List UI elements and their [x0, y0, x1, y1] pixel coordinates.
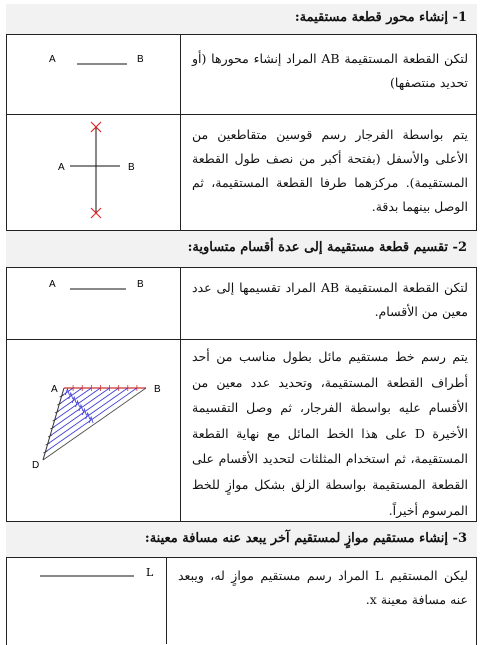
section-3-heading-row: [6, 522, 477, 558]
point-b-label: B: [137, 279, 144, 290]
line-l-label: L: [146, 566, 154, 579]
segment-ab-figure: [6, 35, 180, 115]
section-2-row-2-text: يتم رسم خط مستقيم مائل بطول مناسب من أحد أطراف القطعة المستقيمة، وتحديد عدد معين من الأقسام عليه بواسطة الفرجار، ثم وصل التقسيمة الأخيرة D على هذا الخط المائل مع نهاية القطعة المستقيمة، ثم استخدام المثلثات لتحديد الأقسام على القطعة المستقيمة بواسطة الزلق بشكل موازٍ للخط المرسوم أخيراً.: [192, 349, 468, 518]
parallel-division-line: [55, 388, 101, 420]
point-b-label: B: [137, 54, 144, 65]
point-a-label: A: [49, 279, 56, 290]
oblique-line: [43, 388, 64, 460]
line-l-figure: [6, 558, 166, 644]
point-a-label: A: [58, 162, 65, 173]
point-a-label: A: [49, 54, 56, 65]
perpendicular-bisector-figure: [6, 115, 180, 231]
section-3-row-1-text: ليكن المستقيم L المراد رسم مستقيم موازٍ له، ويبعد عنه مسافة معينة x.: [178, 568, 469, 607]
point-b-label: B: [128, 162, 135, 173]
section-2-row-1-text: لتكن القطعة المستقيمة AB المراد تقسيمها إلى عدد معين من الأقسام.: [192, 280, 468, 319]
column-divider: [166, 558, 167, 644]
section-2-heading: 2- تقسيم قطعة مستقيمة إلى عدة أقسام متساوية:: [187, 240, 467, 255]
point-b-label: B: [154, 384, 161, 395]
parallel-division-line: [52, 388, 109, 428]
parallel-division-line: [50, 388, 119, 436]
parallel-division-line: [48, 388, 128, 444]
segment-ab-figure: [6, 268, 180, 340]
section-1-heading: 1- إنشاء محور قطعة مستقيمة:: [294, 10, 467, 25]
section-1-row-2: [6, 115, 477, 231]
column-divider: [180, 35, 181, 115]
document-page: [6, 4, 477, 644]
parallel-division-line: [57, 388, 91, 412]
point-d-label: D: [32, 460, 40, 471]
section-1-row-2-text: يتم بواسطة الفرجار رسم قوسين متقاطعين من الأعلى والأسفل (بفتحة أكبر من نصف طول القطعة المستقيمة). مركزهما طرفا القطعة المستقيمة، ثم الوصل بينهما بدقة.: [192, 127, 468, 214]
segment-division-figure: [6, 340, 180, 522]
section-2-row-1: [6, 268, 477, 340]
section-2-row-2: [6, 340, 477, 522]
section-1-heading-row: [6, 4, 477, 35]
parallel-division-line: [45, 388, 137, 452]
section-3-heading: 3- إنشاء مستقيم موازٍ لمستقيم آخر يبعد عنه مسافة معينة:: [144, 531, 467, 546]
parallel-division-line: [59, 388, 82, 404]
column-divider: [180, 340, 181, 522]
column-divider: [180, 268, 181, 340]
section-1-row-1: [6, 35, 477, 115]
column-divider: [180, 115, 181, 231]
point-a-label: A: [51, 384, 58, 395]
section-2-heading-row: [6, 231, 477, 268]
section-3-row-1: [6, 558, 477, 644]
section-1-row-1-text: لتكن القطعة المستقيمة AB المراد إنشاء محورها (أو تحديد منتصفها): [192, 51, 469, 90]
